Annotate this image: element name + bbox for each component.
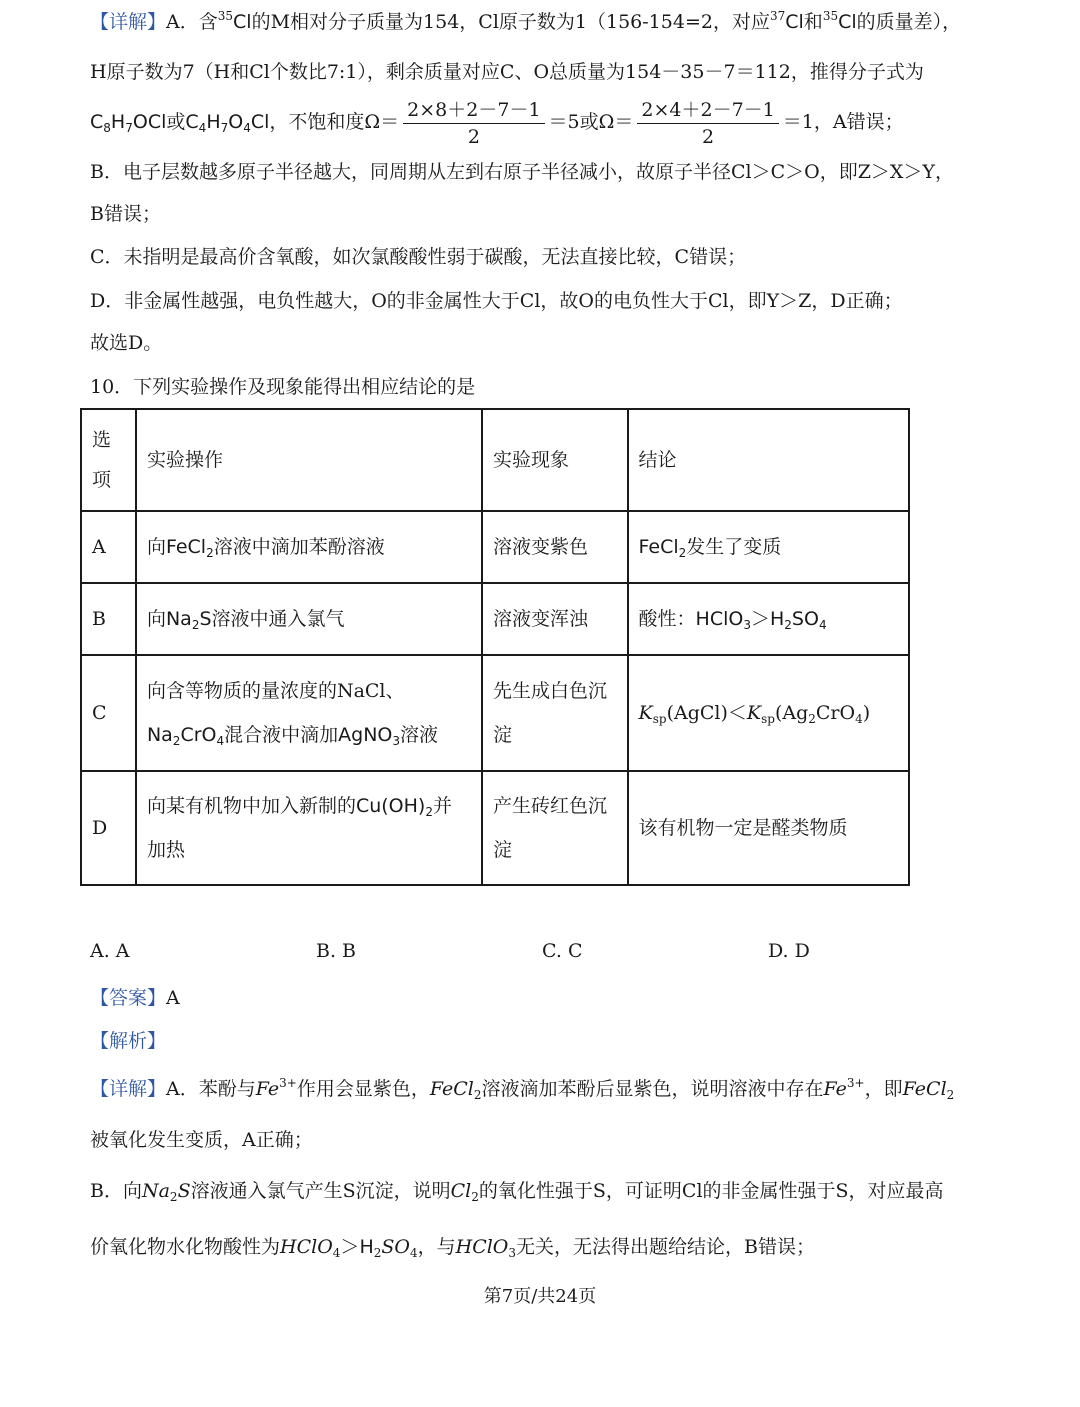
detail1-line-b: B．电子层数越多原子半径越大，同周期从左到右原子半径减小，故原子半径Cl＞C＞O，即Z＞X＞Y， bbox=[90, 161, 954, 183]
detail2-line-a: 【详解】A．苯酚与$Fe^{3+}$作用会显紫色，FeCl$_2$溶液滴加苯酚后显紫色，说明溶液中存在$Fe^{3+}$，即FeCl$_2$ bbox=[90, 1076, 955, 1102]
analysis-label: 【解析】 bbox=[90, 1030, 167, 1052]
table-row: B 向$Na_2S$溶液中通入氯气 溶液变浑浊 酸性：$HClO_3>H_2SO_4$ bbox=[81, 583, 909, 655]
header-option: 选 项 bbox=[81, 409, 136, 511]
detail1-line-a: 【详解】A．含$^{35}$Cl的M相对分子质量为154，Cl原子数为1（156-154=2，对应$^{37}$Cl和$^{35}$Cl的质量差）， bbox=[90, 9, 962, 33]
detail1-choose: 故选D。 bbox=[90, 332, 163, 354]
table-header-row bbox=[81, 409, 909, 511]
header-operation: 实验操作 bbox=[136, 409, 482, 511]
page-number: 第7页/共24页 bbox=[483, 1286, 597, 1307]
table-row: A 向FeCl$_2$溶液中滴加苯酚溶液 溶液变紫色 FeCl$_2$发生了变质 bbox=[81, 511, 909, 583]
fraction-2: $\frac{2\times 4+2-7-1}{2}$ bbox=[637, 97, 778, 150]
detail-label: 【详解】 bbox=[90, 11, 167, 33]
header-conclusion: 结论 bbox=[628, 409, 909, 511]
option-c: C. C bbox=[542, 940, 583, 962]
answer-line: 【答案】A bbox=[90, 987, 180, 1009]
fraction-1: $\frac{2\times 8+2-7-1}{2}$ bbox=[403, 97, 544, 150]
detail1-line-2: H原子数为7（H和Cl个数比7:1），剩余质量对应C、O总质量为154－35－7＝112，推得分子式为 bbox=[90, 61, 924, 83]
option-a: A. A bbox=[90, 940, 130, 962]
detail1-line-b2: B错误； bbox=[90, 203, 161, 225]
detail2-line-a2: 被氧化发生变质，A正确； bbox=[90, 1129, 313, 1151]
question-stem: 10．下列实验操作及现象能得出相应结论的是 bbox=[90, 376, 476, 398]
detail2-line-b2: 价氧化物水化物酸性为$HClO_4>H_2SO_4$，与HClO$_3$无关，无法得出题给结论，B错误； bbox=[90, 1236, 815, 1260]
option-b: B. B bbox=[316, 940, 357, 962]
detail2-line-b: B．向$Na_2S$溶液通入氯气产生S沉淀，说明$Cl_2$的氧化性强于S，可证明Cl的非金属性强于S，对应最高 bbox=[90, 1180, 944, 1204]
detail1-line-c: C．未指明是最高价含氧酸，如次氯酸酸性弱于碳酸，无法直接比较，C错误； bbox=[90, 246, 747, 268]
option-d: D. D bbox=[768, 940, 810, 962]
header-phenomenon: 实验现象 bbox=[482, 409, 628, 511]
question-table bbox=[80, 408, 910, 886]
detail1-line-3: $C_8H_7OCl$或$C_4H_7O_4Cl$，不饱和度Ω＝ $\frac{2\times 8+2-7-1}{2}$ ＝5或Ω＝ $\frac{2\times 4+2-7-1}{2}$ ＝1，A错误； bbox=[90, 98, 904, 148]
detail1-line-d: D．非金属性越强，电负性越大，O的非金属性大于Cl，故O的电负性大于Cl，即Y＞Z，D正确； bbox=[90, 290, 903, 312]
table-row: C 向含等物质的量浓度的NaCl、 $Na_2CrO_4$混合液中滴加AgNO$_3$溶液 先生成白色沉 淀 $K_{sp}(AgCl)<K_{sp}(Ag_2CrO_4)$ bbox=[81, 655, 909, 771]
table-row: D 向某有机物中加入新制的$Cu(OH)_2$并 加热 产生砖红色沉 淀 该有机物一定是醛类物质 bbox=[81, 771, 909, 885]
